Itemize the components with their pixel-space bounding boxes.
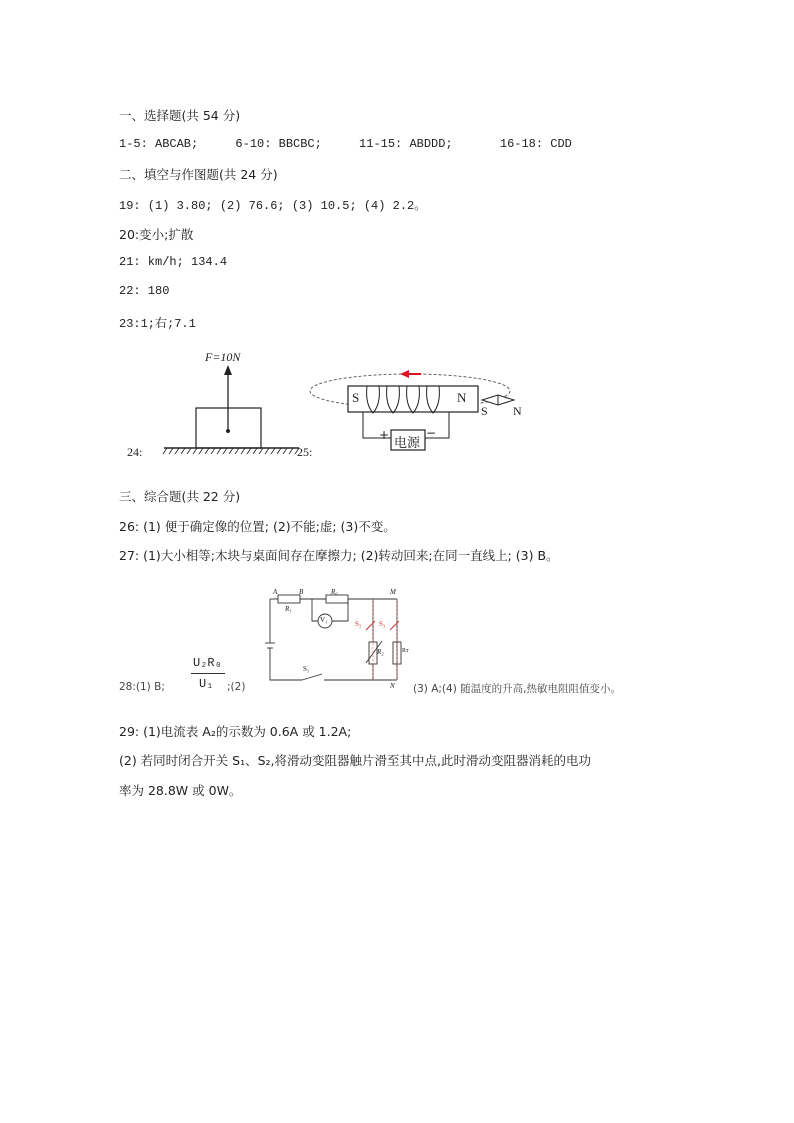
answer-28-part2: ;(2)	[227, 681, 246, 693]
answer-26: 26: (1) 便于确定像的位置; (2)不能;虚; (3)不变。	[119, 519, 396, 534]
label-b: B	[299, 588, 304, 596]
answer-29-line1: 29: (1)电流表 A₂的示数为 0.6A 或 1.2A;	[119, 724, 352, 739]
answers-11-15: 11-15: ABDDD;	[359, 137, 453, 151]
section1-title: 一、选择题(共 54 分)	[119, 108, 241, 123]
answer-19: 19: (1) 3.80; (2) 76.6; (3) 10.5; (4) 2.2。	[119, 199, 427, 213]
needle-n: N	[513, 404, 522, 418]
answer-22: 22: 180	[119, 284, 170, 298]
caption-25: 25:	[297, 445, 313, 459]
fraction-numerator: U₂R₀	[193, 656, 222, 670]
electromagnet-diagram-25	[295, 360, 565, 465]
label-m: M	[390, 588, 396, 596]
answers-6-10: 6-10: BBCBC;	[235, 137, 322, 151]
answer-29-line2: (2) 若同时闭合开关 S₁、S₂,将滑动变阻器触片滑至其中点,此时滑动变阻器消耗的电功	[119, 753, 591, 768]
fraction-bar	[191, 673, 225, 674]
power-source-label: 电源	[394, 436, 421, 451]
answer-20: 20:变小;扩散	[119, 227, 194, 242]
answer-28-suffix: (3) A;(4) 随温度的升高,热敏电阻阻值变小。	[413, 683, 621, 695]
label-r0: R₀	[331, 588, 338, 596]
section1-answers	[119, 137, 572, 151]
needle-s: S	[481, 404, 488, 418]
section2-title: 二、填空与作图题(共 24 分)	[119, 167, 278, 182]
minus-sign: −	[426, 426, 437, 440]
answer-28-prefix: 28:(1) B;	[119, 681, 165, 693]
label-n: N	[390, 682, 395, 690]
answer-21: 21: km/h; 134.4	[119, 255, 228, 269]
answers-16-18: 16-18: CDD	[499, 137, 572, 151]
answer-29-line3: 率为 28.8W 或 0W。	[119, 783, 242, 798]
force-label: F=10N	[205, 350, 241, 364]
label-s2: S₂	[355, 620, 362, 628]
label-s3: S₃	[379, 620, 386, 628]
plus-sign: +	[379, 428, 390, 442]
section3-title: 三、综合题(共 22 分)	[119, 489, 241, 504]
label-r1: R₁	[285, 605, 292, 613]
label-s1: S₁	[303, 665, 310, 673]
answers-1-5: 1-5: ABCAB;	[119, 137, 199, 151]
force-diagram-24	[119, 345, 319, 465]
label-rt: Rт	[402, 648, 409, 654]
fraction-denominator: U₁	[199, 677, 214, 691]
answer-23: 23:1;右;7.1	[119, 317, 196, 331]
answer-27: 27: (1)大小相等;木块与桌面间存在摩擦力; (2)转动回来;在同一直线上; (3) B。	[119, 548, 559, 563]
pole-s: S	[352, 390, 360, 405]
label-r2: R₂	[377, 648, 384, 656]
caption-24: 24:	[127, 445, 143, 459]
circuit-diagram-28	[262, 585, 412, 690]
pole-n: N	[457, 390, 467, 405]
label-a: A	[273, 588, 278, 596]
label-v1: V₁	[320, 616, 328, 624]
